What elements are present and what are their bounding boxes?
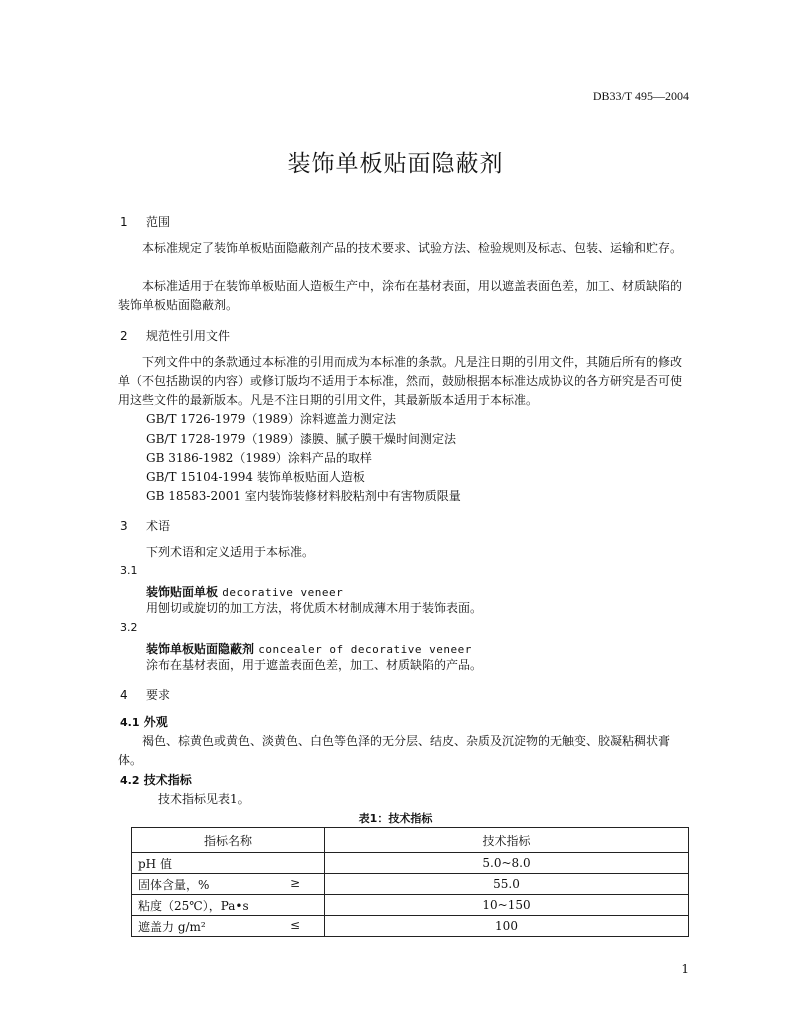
row-value: 55.0 — [325, 874, 689, 895]
subsection-number: 4.1 — [120, 716, 140, 729]
term-1 — [146, 583, 343, 600]
term-zh: 装饰贴面单板 — [146, 585, 219, 599]
row-value: 10~150 — [325, 895, 689, 916]
row-name: pH 值 — [138, 856, 172, 871]
section-number: 4 — [120, 688, 128, 702]
term-1-definition: 用刨切或旋切的加工方法，将优质木材制成薄木用于装饰表面。 — [146, 601, 483, 615]
table-row — [132, 895, 689, 916]
terms-intro: 下列术语和定义适用于本标准。 — [146, 545, 315, 559]
column-header: 指标名称 — [132, 828, 325, 853]
row-name-cell — [132, 874, 325, 895]
subsection-title: 技术指标 — [143, 773, 192, 787]
reference-item: GB/T 15104-1994 装饰单板贴面人造板 — [146, 470, 365, 484]
section-title: 规范性引用文件 — [146, 329, 231, 343]
subsection-4-1-heading — [120, 713, 168, 730]
section-3-heading — [120, 517, 170, 534]
row-value: 100 — [325, 916, 689, 937]
row-name-cell — [132, 916, 325, 937]
row-name: 固体含量，% — [138, 877, 210, 892]
section-4-heading — [120, 686, 170, 703]
row-operator: ≥ — [289, 875, 300, 890]
standard-code: DB33/T 495—2004 — [592, 89, 689, 103]
table-row — [132, 853, 689, 874]
section-number: 3 — [120, 519, 128, 533]
row-name: 粘度（25℃），Pa•s — [138, 898, 249, 913]
row-name-cell — [132, 895, 325, 916]
document-title: 装饰单板贴面隐蔽剂 — [287, 151, 504, 177]
term-number: 3.1 — [120, 564, 138, 577]
section-number: 1 — [120, 215, 128, 229]
subsection-title: 外观 — [143, 715, 168, 729]
row-value: 5.0~8.0 — [325, 853, 689, 874]
table-row — [132, 874, 689, 895]
scope-paragraph-1: 本标准规定了装饰单板贴面隐蔽剂产品的技术要求、试验方法、检验规则及标志、包装、运输和贮存。 — [142, 241, 683, 255]
page-number: 1 — [681, 962, 689, 976]
section-title: 范围 — [146, 215, 171, 229]
reference-item: GB 3186-1982（1989）涂料产品的取样 — [146, 451, 372, 465]
row-name: 遮盖力 g/m² — [138, 919, 206, 934]
section-title: 要求 — [146, 688, 171, 702]
term-en: concealer of decorative veneer — [258, 643, 472, 656]
reference-item: GB/T 1728-1979（1989）漆膜、腻子膜干燥时间测定法 — [146, 432, 456, 446]
section-2-heading — [120, 327, 230, 344]
references-paragraph: 下列文件中的条款通过本标准的引用而成为本标准的条款。凡是注日期的引用文件，其随后所有的修改单（不包括勘误的内容）或修订版均不适用于本标准，然而，鼓励根据本标准达成协议的各方研究是否可使用这些文件的最新版本。凡是不注日期的引用文件，其最新版本适用于本标准。 — [118, 355, 683, 407]
table-header-row — [132, 828, 689, 853]
table-caption: 表1：技术指标 — [358, 812, 433, 825]
spec-table — [131, 827, 689, 937]
appearance-paragraph: 褐色、棕黄色或黄色、淡黄色、白色等色泽的无分层、结皮、杂质及沉淀物的无触变、胶凝粘稠状膏体。 — [118, 734, 671, 767]
row-operator: ≤ — [289, 917, 300, 932]
term-2-definition: 涂布在基材表面，用于遮盖表面色差，加工、材质缺陷的产品。 — [146, 658, 483, 672]
spec-reference: 技术指标见表1。 — [158, 792, 250, 806]
subsection-number: 4.2 — [120, 774, 140, 787]
term-number: 3.2 — [120, 621, 138, 634]
subsection-4-2-heading — [120, 771, 192, 788]
table-row — [132, 916, 689, 937]
section-number: 2 — [120, 329, 128, 343]
term-zh: 装饰单板贴面隐蔽剂 — [146, 642, 255, 656]
section-1-heading — [120, 213, 170, 230]
term-2 — [146, 640, 472, 657]
scope-paragraph-2: 本标准适用于在装饰单板贴面人造板生产中，涂布在基材表面，用以遮盖表面色差，加工、材质缺陷的装饰单板贴面隐蔽剂。 — [118, 279, 683, 312]
reference-item: GB 18583-2001 室内装饰装修材料胶粘剂中有害物质限量 — [146, 489, 461, 503]
section-title: 术语 — [146, 519, 171, 533]
column-header: 技术指标 — [325, 828, 689, 853]
reference-item: GB/T 1726-1979（1989）涂料遮盖力测定法 — [146, 412, 396, 426]
term-en: decorative veneer — [222, 586, 344, 599]
row-name-cell — [132, 853, 325, 874]
